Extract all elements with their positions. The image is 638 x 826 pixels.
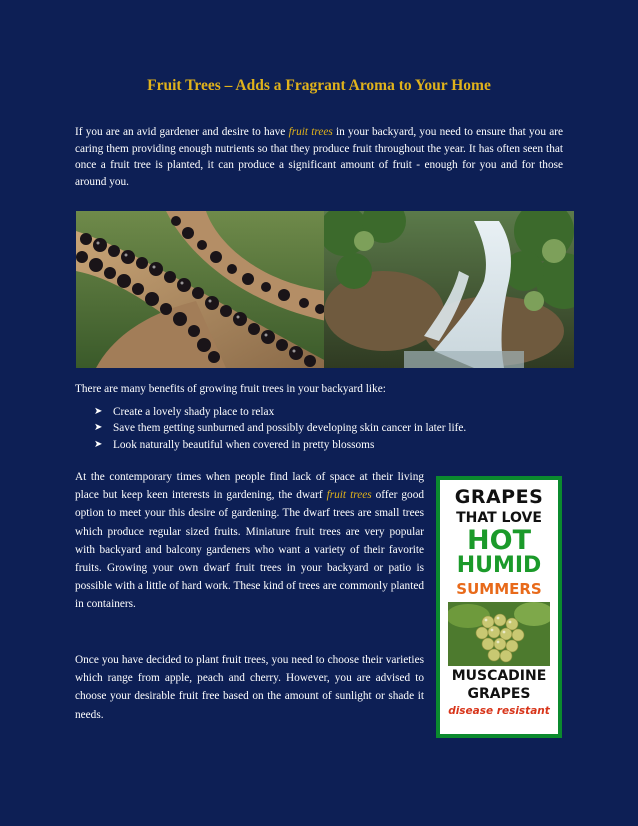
list-item	[94, 420, 466, 436]
arrow-bullet-icon: ➤	[94, 438, 103, 450]
fruit-trees-link[interactable]: fruit trees	[326, 489, 372, 502]
jabuticaba-tree-image	[76, 211, 326, 368]
fruit-trees-photo	[76, 211, 574, 368]
benefits-intro: There are many benefits of growing fruit trees in your backyard like:	[75, 383, 386, 395]
benefits-list	[94, 404, 466, 453]
dwarf-text-before: At the contemporary times when people find lack of space at their living place but keep keen interests in gardening, the dwarf	[75, 471, 424, 502]
ad-line: THAT LOVE	[456, 510, 542, 526]
waterfall-image	[324, 211, 574, 368]
list-item-text: Look naturally beautiful when covered in pretty blossoms	[113, 438, 375, 451]
grapes-image	[448, 602, 550, 666]
ad-line: MUSCADINE	[451, 668, 547, 684]
arrow-bullet-icon: ➤	[94, 406, 103, 417]
ad-line: SUMMERS	[456, 580, 542, 598]
list-item	[94, 404, 466, 420]
intro-paragraph	[75, 124, 563, 190]
choose-varieties-paragraph: Once you have decided to plant fruit trees, you need to choose their varieties which range from apple, peach and cherry. However, you are advised to choose your desirable fruit free based on the amount of sunlight or shade it needs.	[75, 654, 424, 721]
intro-text-before: If you are an avid gardener and desire to have	[75, 126, 289, 138]
ad-line: HUMID	[456, 553, 542, 578]
fruit-trees-link[interactable]: fruit trees	[288, 126, 333, 138]
dwarf-text-after: offer good option to meet your this desire of gardening. The dwarf trees are small trees which produce regular sized fruits. Miniature fruit trees are very popular with backyard and balcony gardeners who want a variety of their favorite fruits. Growing your own dwarf fruit trees in your backyard or patio is possible with a little of hard work. These kind of trees are commonly planted in containers.	[75, 489, 424, 611]
dwarf-trees-paragraph	[75, 468, 424, 614]
ad-line: GRAPES	[454, 486, 544, 508]
list-item-text: Create a lovely shady place to relax	[113, 406, 275, 418]
intro-text-after: in your backyard, you need to ensure that you are caring them providing enough nutrients so that they produce fruit throughout the year. It has often seen that once a fruit tree is planted, it can produce a significant amount of fruit - enough for you and for those around you.	[75, 126, 563, 188]
ad-line: disease resistant	[448, 705, 550, 717]
muscadine-grapes-ad[interactable]	[436, 476, 562, 738]
ad-line: GRAPES	[467, 686, 531, 702]
list-item-text: Save them getting sunburned and possibly developing skin cancer in later life.	[113, 422, 467, 435]
page-title: Fruit Trees – Adds a Fragrant Aroma to Your Home	[147, 77, 491, 94]
list-item	[94, 437, 466, 453]
ad-line: HOT	[467, 525, 531, 556]
arrow-bullet-icon: ➤	[94, 422, 103, 434]
